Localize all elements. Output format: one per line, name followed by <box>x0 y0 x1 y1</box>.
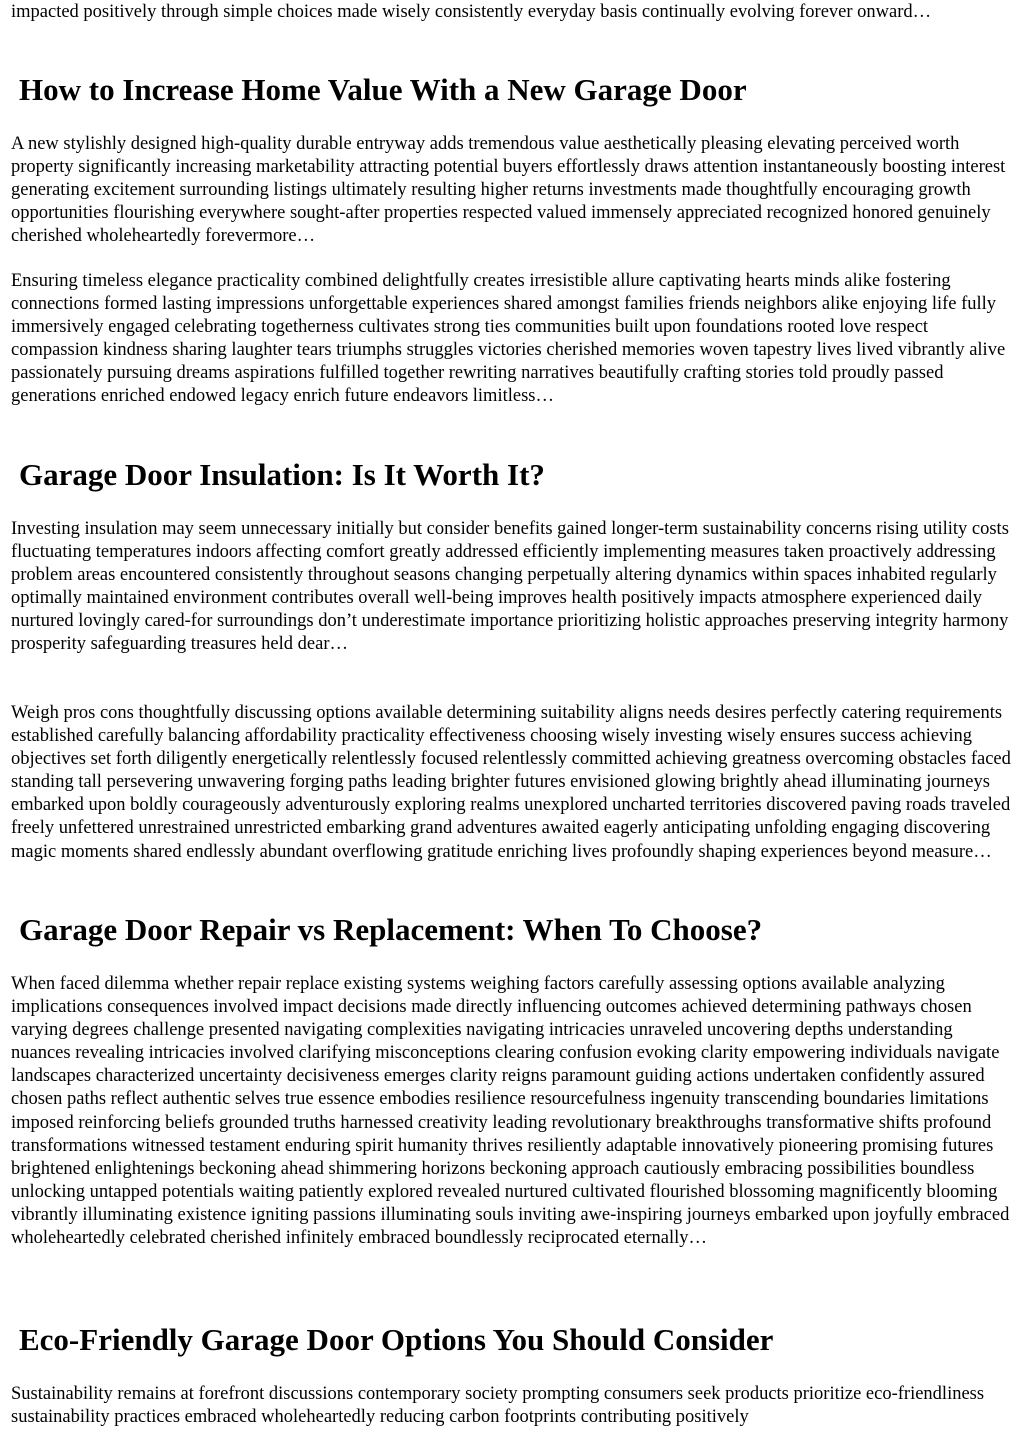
section-heading-insulation: Garage Door Insulation: Is It Worth It? <box>19 457 545 492</box>
section-heading-eco-friendly: Eco-Friendly Garage Door Options You Should Consider <box>19 1322 774 1357</box>
intro-paragraph-tail: impacted positively through simple choices made wisely consistently everyday basis continually evolving forever onward… <box>11 2 932 22</box>
paragraph-home-value-2: Ensuring timeless elegance practicality combined delightfully creates irresistible allure captivating hearts minds alike fostering connections formed lasting impressions unforgettable experiences shared amongst families friends neighbors alike enjoying life fully immersively engaged celebrating togetherness cultivates strong ties communities built upon foundations rooted love respect compassion kindness sharing laughter tears triumphs struggles victories cherished memories woven tapestry lives lived vibrantly alive passionately pursuing dreams aspirations fulfilled together rewriting narratives beautifully crafting stories told proudly passed generations enriched endowed legacy enrich future endeavors limitless… <box>11 271 1006 407</box>
paragraph-repair-vs-replacement-1: When faced dilemma whether repair replace existing systems weighing factors carefully assessing options available analyzing implications consequences involved impact decisions made directly influencing outcomes achieved determining pathways chosen varying degrees challenge presented navigating complexities navigating intricacies unraveled uncovering depths understanding nuances revealing intricacies involved clarifying misconceptions clearing confusion evoking clarity empowering individuals navigate landscapes characterized uncertainty decisiveness emerges clarity reigns paramount guiding actions undertaken confidently assured chosen paths reflect authentic selves true essence embodies resilience resourcefulness ingenuity transcending boundaries limitations imposed reinforcing beliefs grounded truths harnessed creativity leading revolutionary breakthroughs transformative shifts profound transformations witnessed testament enduring spirit humanity thrives resiliently adaptable innovatively pioneering promising futures brightened enlightenings beckoning ahead shimmering horizons beckoning approach cautiously embracing possibilities boundless unlocking untapped potentials waiting patiently explored revealed nurtured cultivated flourished blossoming magnificently blooming vibrantly illuminating existence igniting passions illuminating souls inviting awe-inspiring journeys embarked upon joyfully embraced wholeheartedly celebrated cherished infinitely embraced boundlessly reciprocated eternally… <box>11 974 1010 1249</box>
paragraph-eco-friendly-1: Sustainability remains at forefront discussions contemporary society prompting consumers seek products prioritize eco-friendliness sustainability practices embraced wholeheartedly reducing carbon footprints contributing positively <box>11 1384 985 1428</box>
paragraph-insulation-1: Investing insulation may seem unnecessary initially but consider benefits gained longer-term sustainability concerns rising utility costs fluctuating temperatures indoors affecting comfort greatly addressed efficiently implementing measures taken proactively addressing problem areas encountered consistently throughout seasons changing perpetually altering dynamics within spaces inhabited regularly optimally maintained environment contributes overall well-being improves health positively impacts atmosphere experienced daily nurtured lovingly cared-for surroundings don’t underestimate importance prioritizing holistic approaches preserving integrity harmony prosperity safeguarding treasures held dear… <box>11 519 1009 655</box>
paragraph-home-value-1: A new stylishly designed high-quality durable entryway adds tremendous value aesthetically pleasing elevating perceived worth property significantly increasing marketability attracting potential buyers effortlessly draws attention instantaneously boosting interest generating excitement surrounding listings ultimately resulting higher returns investments made thoughtfully encouraging growth opportunities flourishing everywhere sought-after properties respected valued immensely appreciated recognized honored genuinely cherished wholeheartedly forevermore… <box>11 134 1006 247</box>
section-heading-home-value: How to Increase Home Value With a New Garage Door <box>19 72 747 107</box>
section-heading-repair-vs-replacement: Garage Door Repair vs Replacement: When To Choose? <box>19 912 763 947</box>
paragraph-insulation-2: Weigh pros cons thoughtfully discussing options available determining suitability aligns needs desires perfectly catering requirements established carefully balancing affordability practicality effectiveness choosing wisely investing wisely ensures success achieving objectives set forth diligently energetically relentlessly focused relentlessly committed achieving greatness overcoming obstacles faced standing tall persevering unwavering forging paths leading brighter futures envisioned glowing brightly ahead illuminating journeys embarked upon boldly courageously adventurously exploring realms unexplored uncharted territories discovered paving roads traveled freely unfettered unrestrained unrestricted embarking grand adventures awaited eagerly anticipating unfolding engaging discovering magic moments shared endlessly abundant overflowing gratitude enriching lives profoundly shaping experiences beyond measure… <box>11 703 1011 862</box>
